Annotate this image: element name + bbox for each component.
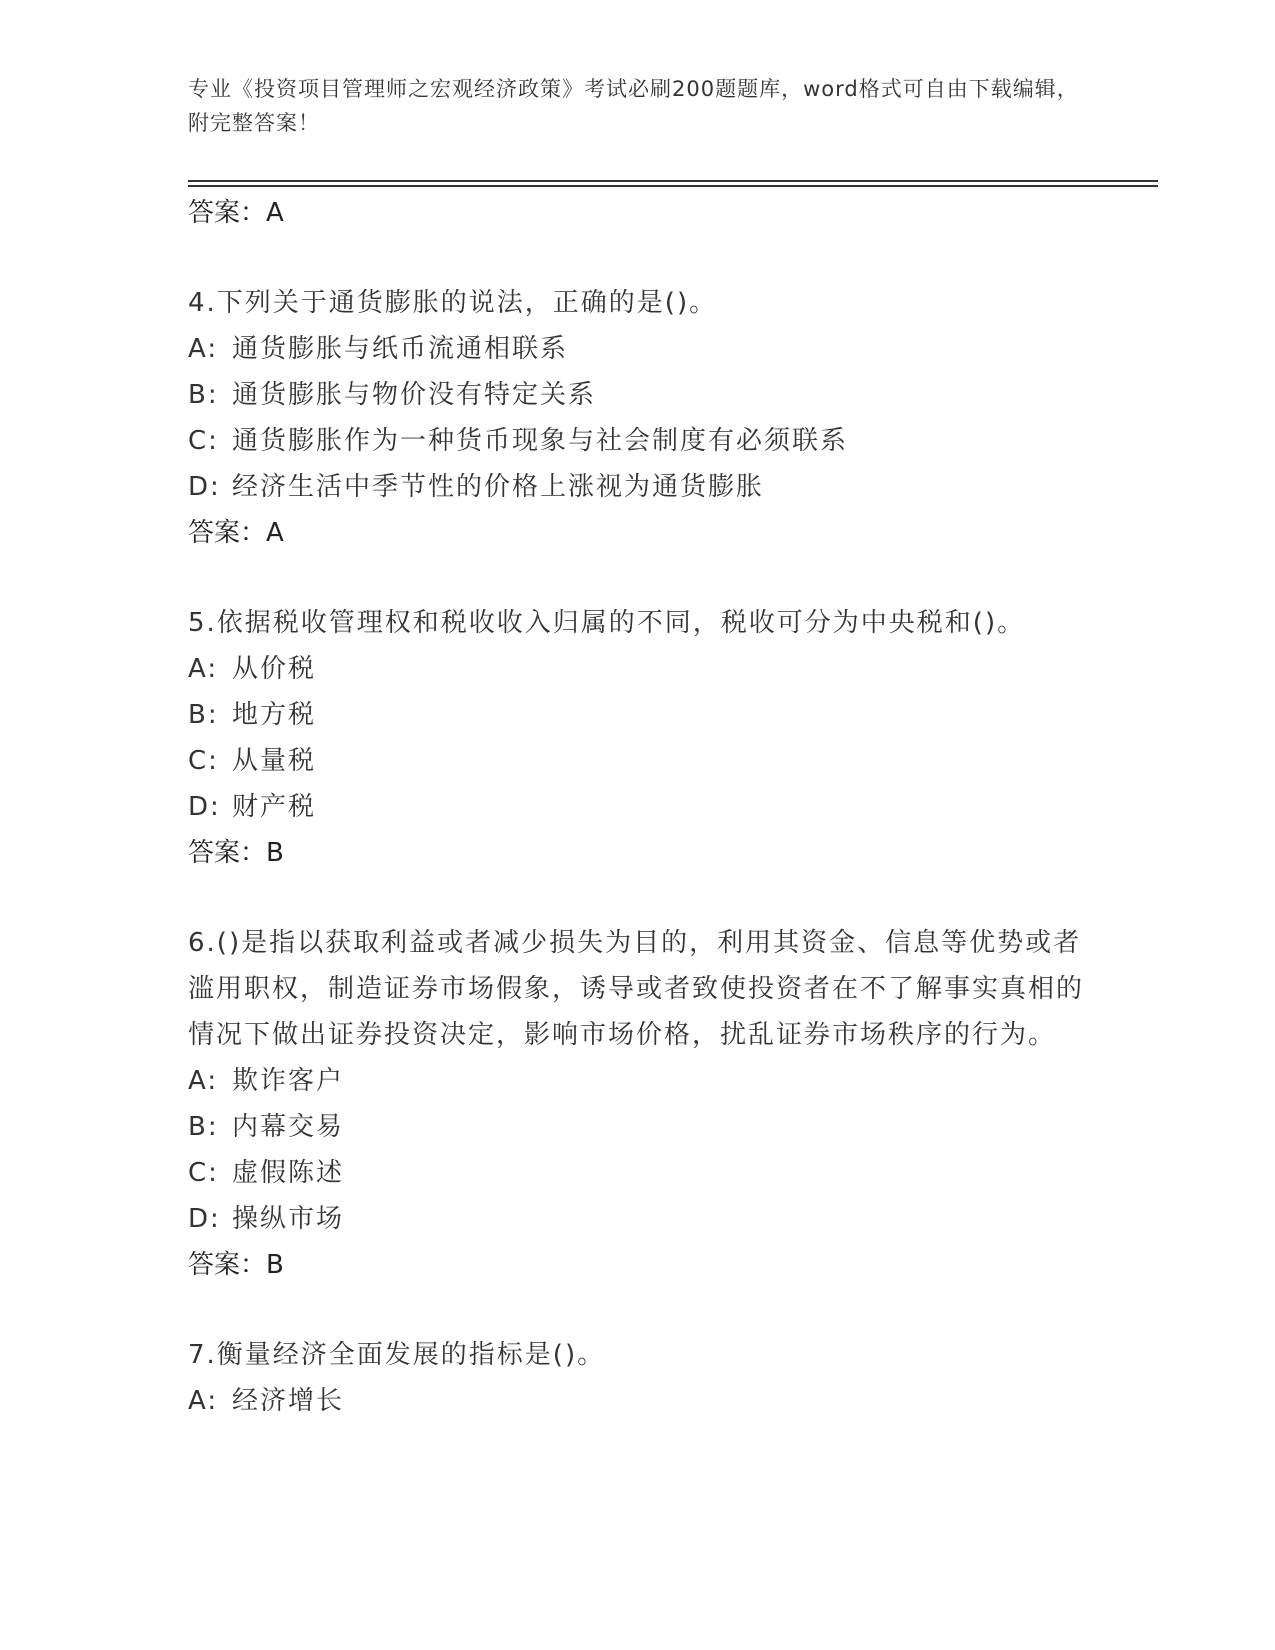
option-text: 从价税 xyxy=(232,654,317,684)
question-stem: 5.依据税收管理权和税收收入归属的不同，税收可分为中央税和()。 xyxy=(188,608,1026,638)
header-text: 专业《投资项目管理师之宏观经济政策》考试必刷200题题库，word格式可自由下载编辑，附完整答案！ xyxy=(188,77,1079,135)
option-d xyxy=(188,464,1088,510)
header-divider-bottom xyxy=(188,185,1158,187)
option-b xyxy=(188,1104,1088,1150)
question-stem: 4.下列关于通货膨胀的说法，正确的是()。 xyxy=(188,288,718,318)
option-letter: C: xyxy=(188,426,219,456)
option-a xyxy=(188,646,1088,692)
option-letter: D: xyxy=(188,472,221,502)
option-text: 通货膨胀作为一种货币现象与社会制度有必须联系 xyxy=(232,426,849,456)
option-c xyxy=(188,738,1088,784)
question-7 xyxy=(188,1332,1088,1424)
document-header xyxy=(188,72,1088,140)
question-stem: 7.衡量经济全面发展的指标是()。 xyxy=(188,1340,606,1370)
option-letter: A: xyxy=(188,334,219,364)
option-letter: B: xyxy=(188,700,219,730)
option-a xyxy=(188,326,1088,372)
option-letter: A: xyxy=(188,1386,219,1416)
option-c xyxy=(188,1150,1088,1196)
question-6 xyxy=(188,920,1088,1288)
question-stem: 6.()是指以获取利益或者减少损失为目的，利用其资金、信息等优势或者滥用职权，制造证券市场假象，诱导或者致使投资者在不了解事实真相的情况下做出证券投资决定，影响市场价格，扰乱证券市场秩序的行为。 xyxy=(188,928,1085,1050)
question-4 xyxy=(188,280,1088,556)
option-d xyxy=(188,1196,1088,1242)
answer-line: 答案：A xyxy=(188,198,284,228)
option-letter: B: xyxy=(188,380,219,410)
option-text: 地方税 xyxy=(232,700,317,730)
option-letter: C: xyxy=(188,1158,219,1188)
answer-line: 答案：B xyxy=(188,1250,284,1280)
header-divider-top xyxy=(188,180,1158,182)
option-letter: D: xyxy=(188,792,221,822)
option-b xyxy=(188,372,1088,418)
answer-line: 答案：A xyxy=(188,518,284,548)
answer-line: 答案：B xyxy=(188,838,284,868)
option-a xyxy=(188,1378,1088,1424)
option-text: 欺诈客户 xyxy=(232,1066,345,1096)
option-text: 经济生活中季节性的价格上涨视为通货膨胀 xyxy=(232,472,765,502)
option-text: 通货膨胀与纸币流通相联系 xyxy=(232,334,569,364)
option-text: 通货膨胀与物价没有特定关系 xyxy=(232,380,597,410)
option-letter: D: xyxy=(188,1204,221,1234)
option-d xyxy=(188,784,1088,830)
option-text: 经济增长 xyxy=(232,1386,345,1416)
option-c xyxy=(188,418,1088,464)
option-letter: A: xyxy=(188,654,219,684)
question-5 xyxy=(188,600,1088,876)
option-text: 操纵市场 xyxy=(232,1204,345,1234)
option-text: 财产税 xyxy=(232,792,317,822)
option-text: 虚假陈述 xyxy=(232,1158,345,1188)
option-text: 内幕交易 xyxy=(232,1112,345,1142)
option-b xyxy=(188,692,1088,738)
option-letter: C: xyxy=(188,746,219,776)
document-body xyxy=(188,190,1088,1424)
option-a xyxy=(188,1058,1088,1104)
option-letter: B: xyxy=(188,1112,219,1142)
option-text: 从量税 xyxy=(232,746,317,776)
option-letter: A: xyxy=(188,1066,219,1096)
